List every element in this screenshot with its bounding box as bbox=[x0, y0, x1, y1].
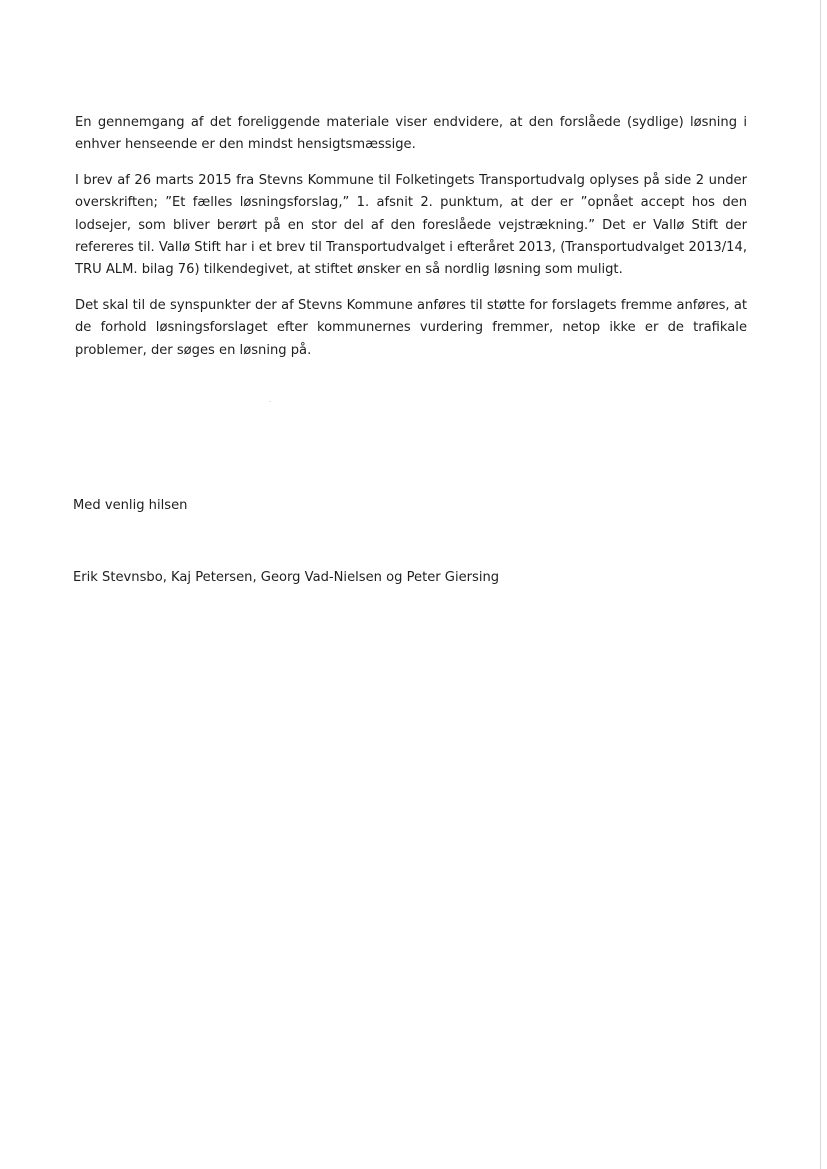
paragraph-2: I brev af 26 marts 2015 fra Stevns Kommune til Folketingets Transportudvalg oplyses på side 2 under overskriften; ”Et fælles løsningsforslag,” 1. afsnit 2. punktum, at der er ”opnået accept hos den lodsejer, som bliver berørt på en stor del af den foreslåede vejstrækning.” Det er Vallø Stift der refereres til. Vallø Stift har i et brev til Transportudvalget i efteråret 2013, (Transportudvalget 2013/14, TRU ALM. bilag 76) tilkendegivet, at stiftet ønsker en så nordlig løsning som muligt. bbox=[75, 172, 747, 278]
scan-speck bbox=[269, 401, 271, 402]
scan-edge-line bbox=[820, 0, 821, 1169]
paragraph-3: Det skal til de synspunkter der af Stevns Kommune anføres til støtte for forslagets fremme anføres, at de forhold løsningsforslaget efter kommunernes vurdering fremmer, netop ikke er de trafikale problemer, der søges en løsning på. bbox=[75, 297, 747, 358]
signatories: Erik Stevnsbo, Kaj Petersen, Georg Vad-Nielsen og Peter Giersing bbox=[73, 570, 500, 585]
paragraph-1: En gennemgang af det foreliggende materiale viser endvidere, at den forslåede (sydlige) løsning i enhver henseende er den mindst hensigtsmæssige. bbox=[75, 115, 747, 153]
letter-body bbox=[75, 112, 747, 375]
closing-salutation: Med venlig hilsen bbox=[73, 498, 188, 513]
